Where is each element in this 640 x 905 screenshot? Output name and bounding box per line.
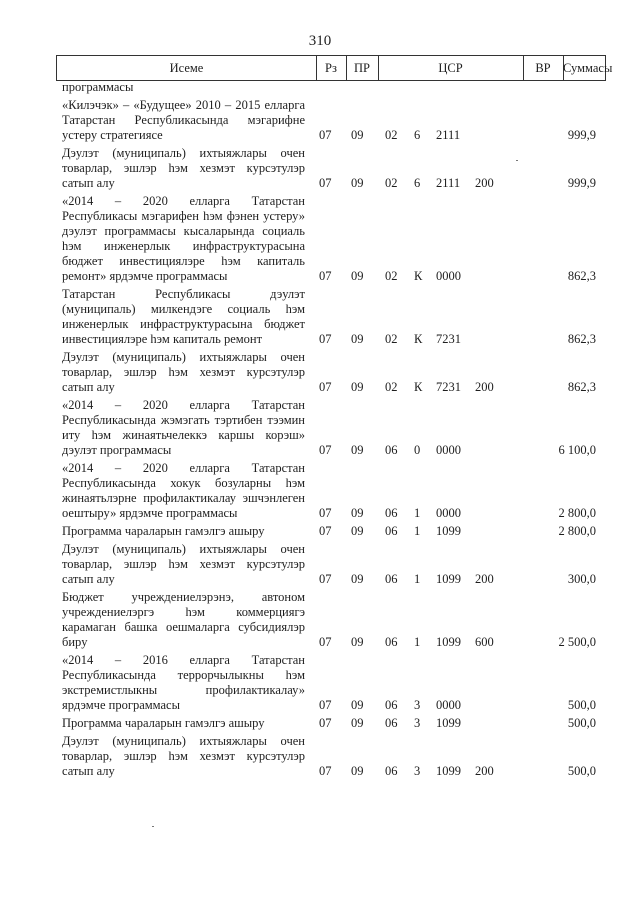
table-row bbox=[62, 287, 606, 347]
row-sum: 500,0 bbox=[567, 764, 596, 778]
row-pr: 09 bbox=[351, 176, 364, 190]
table-row bbox=[62, 398, 606, 458]
table-row bbox=[62, 461, 606, 521]
row-pr: 09 bbox=[351, 764, 364, 778]
row-sum: 500,0 bbox=[567, 698, 596, 712]
row-sum: 862,3 bbox=[567, 269, 596, 283]
row-rz: 07 bbox=[319, 269, 332, 283]
row-pr: 09 bbox=[351, 506, 364, 520]
row-g2: 1 bbox=[414, 572, 421, 586]
row-name: Дэулэт (муниципаль) ихтыяжлары очен товарлар, эшлэр hэм хезмэт курсэтулэр сатып алу bbox=[62, 542, 305, 586]
row-name: Бюджет учреждениелэрэнэ, автоном учреждениелэргэ hэм коммерциягэ карамаган башка оешмаларга субсидиялэр бирy bbox=[62, 590, 305, 649]
row-g3: 1099 bbox=[436, 764, 461, 778]
row-g2: 3 bbox=[414, 698, 421, 712]
row-name: «Килэчэк» – «Будущее» 2010 – 2015 елларга Татарстан Республикасында мэгарифне устеру стратегиясе bbox=[62, 98, 305, 142]
row-name: Программа чараларын гамэлгэ ашыру bbox=[62, 716, 265, 730]
row-sum: 862,3 bbox=[567, 332, 596, 346]
row-pr: 09 bbox=[351, 380, 364, 394]
row-g1: 02 bbox=[385, 380, 398, 394]
row-rz: 07 bbox=[319, 572, 332, 586]
row-pr: 09 bbox=[351, 698, 364, 712]
table-row bbox=[62, 80, 606, 95]
table-row bbox=[62, 146, 606, 191]
row-g3: 1099 bbox=[436, 635, 461, 649]
table-row bbox=[62, 653, 606, 713]
row-rz: 07 bbox=[319, 635, 332, 649]
header-pr: ПР bbox=[354, 61, 370, 75]
row-g2: 1 bbox=[414, 635, 421, 649]
row-g2: 3 bbox=[414, 764, 421, 778]
row-vr: 200 bbox=[475, 176, 494, 190]
row-vr: 200 bbox=[475, 764, 494, 778]
row-vr: 200 bbox=[475, 572, 494, 586]
row-rz: 07 bbox=[319, 506, 332, 520]
table-body bbox=[62, 80, 606, 782]
row-name: «2014 – 2020 елларга Татарстан Республикасында хокук бозуларны hэм жинаятьлэрне профилактикалау эшчэнлеген оештыру» ярдэмче программасы bbox=[62, 461, 305, 520]
row-rz: 07 bbox=[319, 176, 332, 190]
row-g1: 02 bbox=[385, 332, 398, 346]
row-name: «2014 – 2020 елларга Татарстан Республикасы мэгарифен hэм фэнен устеру» дэулэт программасы кысаларында социаль hэм инженерлык инфраструктурасына бюджет инвестициялэре hэм капиталь ремонт» ярдэмче программасы bbox=[62, 194, 305, 283]
row-g1: 02 bbox=[385, 176, 398, 190]
row-rz: 07 bbox=[319, 764, 332, 778]
row-g2: 0 bbox=[414, 443, 421, 457]
row-rz: 07 bbox=[319, 380, 332, 394]
table-row bbox=[62, 350, 606, 395]
row-name: программасы bbox=[62, 80, 134, 94]
row-g3: 0000 bbox=[436, 506, 461, 520]
header-sum: Суммасы bbox=[563, 61, 613, 75]
row-g1: 02 bbox=[385, 128, 398, 142]
row-sum: 862,3 bbox=[567, 380, 596, 394]
row-g2: К bbox=[414, 332, 423, 346]
row-name: Дэулэт (муниципаль) ихтыяжлары очен товарлар, эшлэр hэм хезмэт курсэтулэр сатып алу bbox=[62, 734, 305, 778]
row-g1: 06 bbox=[385, 698, 398, 712]
table-row bbox=[62, 590, 606, 650]
row-rz: 07 bbox=[319, 716, 332, 730]
row-pr: 09 bbox=[351, 572, 364, 586]
row-pr: 09 bbox=[351, 128, 364, 142]
row-g1: 06 bbox=[385, 764, 398, 778]
row-g1: 06 bbox=[385, 506, 398, 520]
row-rz: 07 bbox=[319, 128, 332, 142]
row-g3: 7231 bbox=[436, 380, 461, 394]
row-rz: 07 bbox=[319, 698, 332, 712]
scan-speck bbox=[152, 826, 154, 827]
row-g2: 6 bbox=[414, 176, 421, 190]
row-pr: 09 bbox=[351, 443, 364, 457]
header-name: Исеме bbox=[169, 61, 204, 75]
row-g2: 1 bbox=[414, 524, 421, 538]
row-g2: К bbox=[414, 380, 423, 394]
table-row bbox=[62, 194, 606, 284]
row-g1: 06 bbox=[385, 443, 398, 457]
row-sum: 6 100,0 bbox=[558, 443, 596, 457]
row-g3: 2111 bbox=[436, 128, 461, 142]
row-vr: 600 bbox=[475, 635, 494, 649]
row-g3: 0000 bbox=[436, 698, 461, 712]
row-g1: 06 bbox=[385, 716, 398, 730]
row-name: Программа чараларын гамэлгэ ашыру bbox=[62, 524, 265, 538]
row-g3: 0000 bbox=[436, 443, 461, 457]
row-name: Дэулэт (муниципаль) ихтыяжлары очен товарлар, эшлэр hэм хезмэт курсэтулэр сатып алу bbox=[62, 350, 305, 394]
row-g3: 0000 bbox=[436, 269, 461, 283]
page-number: 310 bbox=[308, 33, 332, 49]
row-g3: 1099 bbox=[436, 716, 461, 730]
row-name: «2014 – 2016 елларга Татарстан Республикасында террорчылыкны hэм экстремистлыкны профилактикалау» ярдэмче программасы bbox=[62, 653, 305, 712]
row-sum: 999,9 bbox=[567, 176, 596, 190]
row-g3: 2111 bbox=[436, 176, 461, 190]
row-g1: 06 bbox=[385, 635, 398, 649]
row-sum: 2 800,0 bbox=[558, 506, 596, 520]
row-g2: 6 bbox=[414, 128, 421, 142]
row-name: «2014 – 2020 елларга Татарстан Республикасында жэмэгать тэртибен тээмин иту hэм жинаятьчелеккэ каршы корэш» дэулэт программасы bbox=[62, 398, 305, 457]
row-rz: 07 bbox=[319, 443, 332, 457]
table-row bbox=[62, 524, 606, 539]
row-pr: 09 bbox=[351, 332, 364, 346]
table-row bbox=[62, 98, 606, 143]
row-sum: 2 500,0 bbox=[558, 635, 596, 649]
table-row bbox=[62, 542, 606, 587]
row-pr: 09 bbox=[351, 269, 364, 283]
row-name: Татарстан Республикасы дэулэт (муниципаль) милкендэге социаль hэм инженерлык инфраструктурасына бюджет инвестициялэре hэм капиталь ремонт bbox=[62, 287, 305, 346]
row-g3: 1099 bbox=[436, 572, 461, 586]
row-g1: 06 bbox=[385, 524, 398, 538]
row-g3: 7231 bbox=[436, 332, 461, 346]
row-sum: 2 800,0 bbox=[558, 524, 596, 538]
row-rz: 07 bbox=[319, 524, 332, 538]
row-g2: К bbox=[414, 269, 423, 283]
row-name: Дэулэт (муниципаль) ихтыяжлары очен товарлар, эшлэр hэм хезмэт курсэтулэр сатып алу bbox=[62, 146, 305, 190]
row-g3: 1099 bbox=[436, 524, 461, 538]
row-g1: 02 bbox=[385, 269, 398, 283]
row-sum: 300,0 bbox=[567, 572, 596, 586]
header-vr: ВР bbox=[535, 61, 551, 75]
row-sum: 500,0 bbox=[567, 716, 596, 730]
row-pr: 09 bbox=[351, 716, 364, 730]
scan-speck bbox=[516, 160, 518, 161]
row-g2: 1 bbox=[414, 506, 421, 520]
table-row bbox=[62, 716, 606, 731]
table-header bbox=[56, 55, 613, 81]
row-g1: 06 bbox=[385, 572, 398, 586]
header-rz: Рз bbox=[325, 61, 337, 75]
table-row bbox=[62, 734, 606, 779]
row-sum: 999,9 bbox=[567, 128, 596, 142]
row-g2: 3 bbox=[414, 716, 421, 730]
row-rz: 07 bbox=[319, 332, 332, 346]
header-csr: ЦСР bbox=[438, 61, 463, 75]
row-vr: 200 bbox=[475, 380, 494, 394]
row-pr: 09 bbox=[351, 635, 364, 649]
row-pr: 09 bbox=[351, 524, 364, 538]
